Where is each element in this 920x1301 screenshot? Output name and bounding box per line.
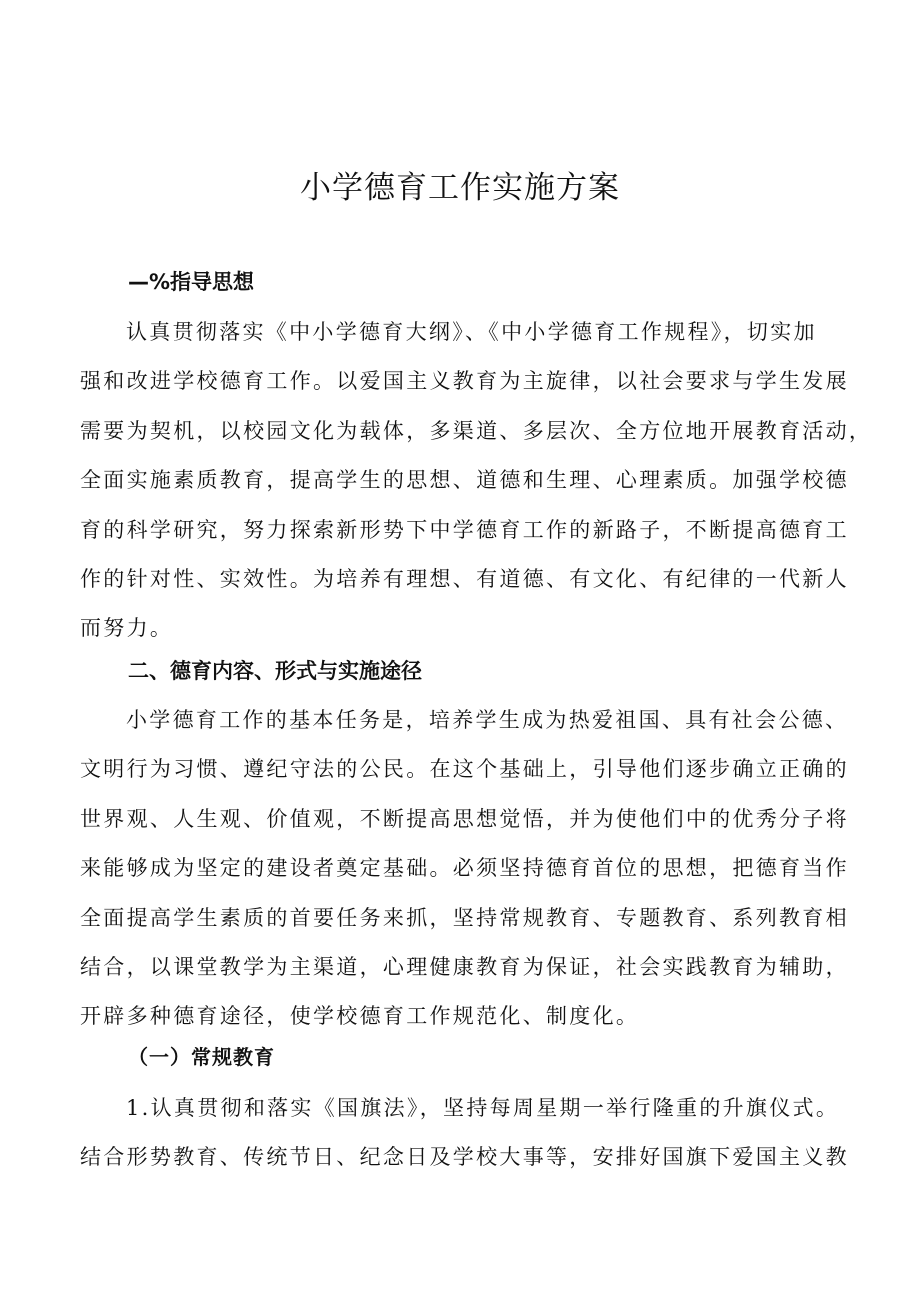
paragraph-line: 作的针对性、实效性。为培养有理想、有道德、有文化、有纪律的一代新人 — [80, 567, 849, 592]
paragraph-line: 结合形势教育、传统节日、纪念日及学校大事等，安排好国旗下爱国主义教 — [80, 1145, 849, 1170]
paragraph-line: 开辟多种德育途径，使学校德育工作规范化、制度化。 — [80, 1004, 640, 1029]
document-title: 小学德育工作实施方案 — [300, 170, 620, 206]
paragraph-line: 结合，以课堂教学为主渠道，心理健康教育为保证，社会实践教育为辅助， — [80, 955, 849, 980]
paragraph-line: 1.认真贯彻和落实《国旗法》，坚持每周星期一举行隆重的升旗仪式。 — [126, 1096, 840, 1120]
paragraph-line: 文明行为习惯、遵纪守法的公民。在这个基础上，引导他们逐步确立正确的 — [80, 757, 849, 782]
paragraph-line: 而努力。 — [80, 616, 174, 641]
paragraph-line: 强和改进学校德育工作。以爱国主义教育为主旋律，以社会要求与学生发展 — [80, 369, 849, 394]
section-heading-content-forms: 二、德育内容、形式与实施途径 — [128, 659, 422, 683]
paragraph-line: 小学德育工作的基本任务是，培养学生成为热爱祖国、具有社会公德、 — [126, 708, 849, 732]
paragraph-line: 世界观、人生观、价值观，不断提高思想觉悟，并为使他们中的优秀分子将 — [80, 806, 849, 831]
paragraph-content-forms — [80, 696, 860, 1042]
paragraph-routine-education — [80, 1084, 860, 1183]
paragraph-line: 全面实施素质教育，提高学生的思想、道德和生理、心理素质。加强学校德 — [80, 468, 849, 493]
paragraph-line: 全面提高学生素质的首要任务来抓，坚持常规教育、专题教育、系列教育相 — [80, 905, 849, 930]
paragraph-line: 育的科学研究，努力探索新形势下中学德育工作的新路子，不断提高德育工 — [80, 517, 849, 542]
section-heading-guiding-ideology: —%指导思想 — [128, 270, 255, 294]
paragraph-line: 认真贯彻落实《中小学德育大纲》、《中小学德育工作规程》，切实加 — [126, 320, 817, 344]
paragraph-line: 需要为契机，以校园文化为载体，多渠道、多层次、全方位地开展教育活动， — [80, 418, 873, 443]
paragraph-line: 来能够成为坚定的建设者奠定基础。必须坚持德育首位的思想，把德育当作 — [80, 856, 849, 881]
paragraph-guiding-ideology — [80, 308, 873, 654]
subsection-heading-routine-education: （一）常规教育 — [128, 1045, 275, 1069]
